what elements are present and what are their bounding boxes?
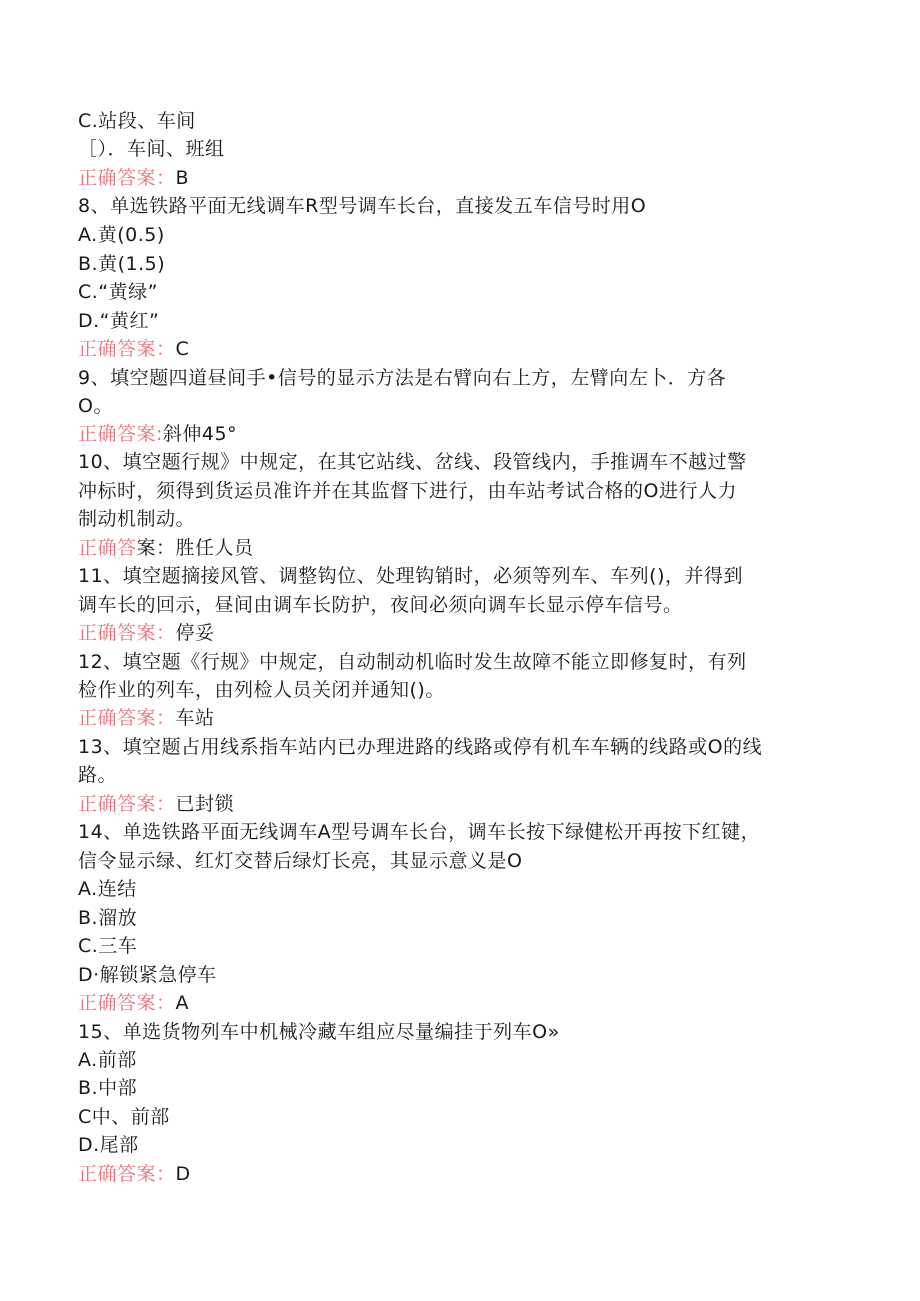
text-line: 检作业的列车，由列检人员关闭并通知()。 bbox=[78, 679, 445, 701]
text-line: D.“黄红” bbox=[78, 310, 160, 332]
text-line: 9、填空题四道昼间手•信号的显示方法是右臂向右上方，左臂向左卜．方各 bbox=[78, 367, 727, 389]
answer-line bbox=[78, 989, 838, 1017]
answer-label: 正确答案： bbox=[78, 622, 176, 644]
text-line: A.前部 bbox=[78, 1049, 137, 1071]
answer-label: 正确答案: bbox=[78, 423, 163, 445]
answer-value: 案：胜任人员 bbox=[136, 537, 254, 559]
text-line: ［）．车间、班组 bbox=[78, 138, 225, 160]
answer-line bbox=[78, 534, 838, 562]
answer-label: 正确答案： bbox=[78, 992, 176, 1014]
text-line: O。 bbox=[78, 395, 113, 417]
text-line: A.黄(0.5) bbox=[78, 224, 165, 246]
text-line: 11、填空题摘接风管、调整钩位、处理钩销时，必须等列车、车列()，并得到 bbox=[78, 565, 744, 587]
answer-value: 车站 bbox=[175, 707, 215, 729]
text-line: 12、填空题《行规》中规定，自动制动机临时发生故障不能立即修复时，有列 bbox=[78, 651, 747, 673]
answer-line bbox=[78, 335, 838, 363]
text-line: 制动机制动。 bbox=[78, 508, 196, 530]
text-line: D.尾部 bbox=[78, 1134, 139, 1156]
text-line: 10、填空题行规》中规定，在其它站线、岔线、段管线内，手推调车不越过警 bbox=[78, 451, 747, 473]
answer-line bbox=[78, 619, 838, 647]
answer-value: B bbox=[175, 167, 190, 189]
text-line: 路。 bbox=[78, 764, 118, 786]
answer-value: 已封锁 bbox=[175, 793, 235, 815]
answer-label: 正确答案： bbox=[78, 1163, 176, 1185]
answer-line bbox=[78, 1160, 838, 1188]
answer-value: 斜伸45° bbox=[162, 423, 238, 445]
text-line: 15、单选货物列车中机械冷藏车组应尽量编挂于列车O» bbox=[78, 1021, 560, 1043]
text-line: B.中部 bbox=[78, 1077, 138, 1099]
answer-value: D bbox=[175, 1163, 191, 1185]
text-line: C.三车 bbox=[78, 935, 138, 957]
text-line: 调车长的回示，昼间由调车长防护，夜间必须向调车长显示停车信号。 bbox=[78, 594, 683, 616]
answer-label: 正确答案： bbox=[78, 793, 176, 815]
answer-label: 正确答 bbox=[78, 537, 137, 559]
answer-value: A bbox=[175, 992, 190, 1014]
answer-label: 正确答案： bbox=[78, 338, 176, 360]
text-line: 冲标时，须得到货运员准许并在其监督下进行，由车站考试合格的O进行人力 bbox=[78, 480, 737, 502]
answer-line bbox=[78, 790, 838, 818]
text-line: 8、单选铁路平面无线调车R型号调车长台，直接发五车信号时用O bbox=[78, 195, 647, 217]
text-line: 14、单选铁路平面无线调车A型号调车长台，调车长按下绿健松开再按下红键， bbox=[78, 821, 761, 843]
text-line: 信令显示绿、红灯交替后绿灯长亮，其显示意义是O bbox=[78, 850, 523, 872]
answer-value: C bbox=[175, 338, 190, 360]
text-line: 13、填空题占用线系指车站内已办理进路的线路或停有机车车辆的线路或O的线 bbox=[78, 736, 763, 758]
text-line: C.“黄绿” bbox=[78, 281, 158, 303]
text-line: C.站段、车间 bbox=[78, 110, 196, 132]
text-line: D·解锁紧急停车 bbox=[78, 964, 217, 986]
text-line: B.黄(1.5) bbox=[78, 253, 166, 275]
answer-label: 正确答案： bbox=[78, 167, 176, 189]
text-line: A.连结 bbox=[78, 878, 137, 900]
text-line: C中、前部 bbox=[78, 1106, 170, 1128]
answer-value: 停妥 bbox=[175, 622, 215, 644]
answer-line bbox=[78, 704, 838, 732]
text-line: B.溜放 bbox=[78, 907, 138, 929]
answer-line bbox=[78, 420, 838, 448]
answer-label: 正确答案： bbox=[78, 707, 176, 729]
answer-line bbox=[78, 164, 838, 192]
